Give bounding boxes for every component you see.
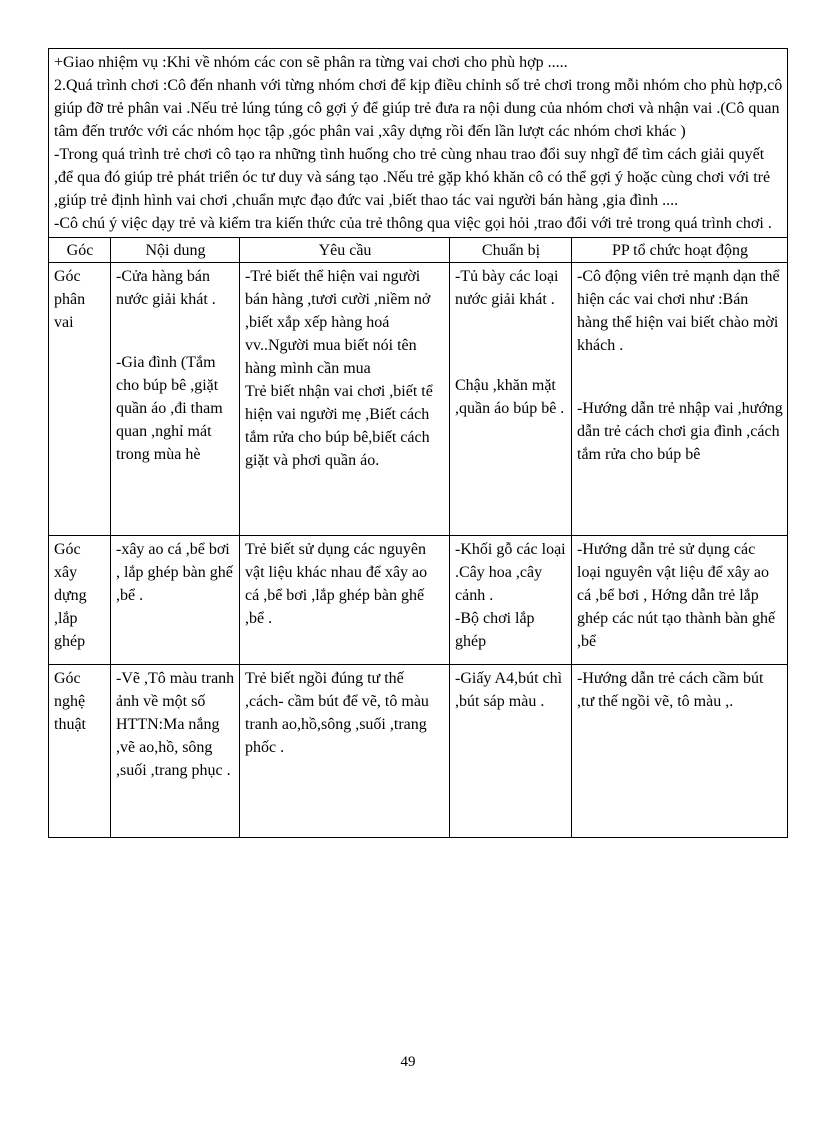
method-cell (572, 263, 788, 536)
corner-label: Góc nghệ thuật (54, 670, 86, 733)
requirement-cell (240, 536, 450, 665)
header-corner: Góc (49, 238, 111, 263)
method-cell (572, 665, 788, 838)
intro-paragraph: 2.Quá trình chơi :Cô đến nhanh với từng nhóm chơi để kịp điều chỉnh số trẻ chơi trong mỗi nhóm cho phù hợp,cô giúp đỡ trẻ phân vai .Nếu trẻ lúng túng cô gợi ý để giúp trẻ đưa ra nội dung của nhóm chơi và nhận vai .(Cô quan tâm đến trước với các nhóm học tập ,góc phân vai ,xây dựng rồi đến lần lượt các nhóm chơi khác ) (54, 77, 783, 140)
table-row (49, 536, 788, 665)
content-cell (111, 536, 240, 665)
requirement-item: Trẻ biết nhận vai chơi ,biết tể hiện vai người mẹ ,Biết cách tắm rửa cho búp bê,biết cách giặt và phơi quần áo. (245, 383, 433, 469)
intro-cell (49, 49, 788, 238)
requirement-item: Trẻ biết ngồi đúng tư thế ,cách- cầm bút để vẽ, tô màu tranh ao,hồ,sông ,suối ,trang phốc . (245, 670, 429, 756)
page-number: 49 (400, 1054, 416, 1070)
preparation-cell (450, 536, 572, 665)
header-preparation: Chuẩn bị (450, 238, 572, 263)
activity-table (48, 48, 788, 838)
preparation-item: -Tủ bày các loại nước giải khát . (455, 268, 559, 308)
intro-paragraph: -Cô chú ý việc dạy trẻ và kiểm tra kiến thức của trẻ thông qua việc gọi hỏi ,trao đổi với trẻ trong quá trình chơi . (54, 215, 772, 232)
corner-label: Góc phân vai (54, 268, 86, 331)
header-content: Nội dung (111, 238, 240, 263)
preparation-cell (450, 263, 572, 536)
content-cell (111, 263, 240, 536)
intro-row (49, 49, 788, 238)
corner-cell (49, 665, 111, 838)
requirement-item: -Trẻ biết thể hiện vai người bán hàng ,tươi cười ,niềm nở ,biết xắp xếp hàng hoá vv..Người mua biết nói tên hàng mình cần mua (245, 268, 431, 377)
intro-paragraph: -Trong quá trình trẻ chơi cô tạo ra những tình huống cho trẻ cùng nhau trao đổi suy nhgĩ để tìm cách giải quyết ,để qua đó giúp trẻ phát triển óc tư duy và sáng tạo .Nếu trẻ gặp khó khăn cô có thể gợi ý hoặc cùng chơi với trẻ ,giúp trẻ định hình vai chơi ,chuẩn mực đạo đức vai ,biết thao tác vai người bán hàng ,gia đình .... (54, 146, 771, 209)
requirement-item: Trẻ biết sử dụng các nguyên vật liệu khác nhau để xây ao cá ,bể bơi ,lắp ghép bàn ghế ,bể . (245, 541, 428, 627)
content-item: -Cửa hàng bán nước giải khát . (116, 268, 216, 308)
content-cell (111, 665, 240, 838)
content-item: -Vẽ ,Tô màu tranh ảnh về một số HTTN:Ma nắng ,vẽ ao,hồ, sông ,suối ,trang phục . (116, 670, 235, 779)
method-item: -Cô động viên trẻ mạnh dạn thể hiện các vai chơi như :Bán hàng thể hiện vai biết chào mời khách . (577, 268, 780, 354)
content-item: -Gia đình (Tắm cho búp bê ,giặt quần áo ,đi tham quan ,nghỉ mát trong mùa hè (116, 354, 223, 463)
corner-cell (49, 536, 111, 665)
preparation-item: -Bộ chơi lắp ghép (455, 610, 535, 650)
table-row (49, 263, 788, 536)
header-requirement: Yêu cầu (240, 238, 450, 263)
method-item: -Hướng dẫn trẻ nhập vai ,hướng dẫn trẻ cách chơi gia đình ,cách tắm rửa cho búp bê (577, 400, 783, 463)
method-cell (572, 536, 788, 665)
requirement-cell (240, 665, 450, 838)
corner-label: Góc xây dựng ,lắp ghép (54, 541, 87, 650)
method-item: -Hướng dẫn trẻ sử dụng các loại nguyên vật liệu để xây ao cá ,bể bơi , Hớng dẫn trẻ lắp ghép các nút tạo thành bàn ghế ,bể (577, 541, 776, 650)
header-method: PP tổ chức hoạt động (572, 238, 788, 263)
corner-cell (49, 263, 111, 536)
content-item: -xây ao cá ,bể bơi , lắp ghép bàn ghế ,bể . (116, 541, 233, 604)
preparation-cell (450, 665, 572, 838)
method-item: -Hướng dẫn trẻ cách cầm bút ,tư thế ngồi vẽ, tô màu ,. (577, 670, 764, 710)
preparation-item: -Giấy A4,bút chì ,bút sáp màu . (455, 670, 563, 710)
intro-paragraph: +Giao nhiệm vụ :Khi về nhóm các con sẽ phân ra từng vai chơi cho phù hợp ..... (54, 54, 568, 71)
preparation-item: Chậu ,khăn mặt ,quần áo búp bê . (455, 377, 565, 417)
table-row (49, 665, 788, 838)
requirement-cell (240, 263, 450, 536)
preparation-item: -Khối gỗ các loại .Cây hoa ,cây cảnh . (455, 541, 566, 604)
table-header-row (49, 238, 788, 263)
